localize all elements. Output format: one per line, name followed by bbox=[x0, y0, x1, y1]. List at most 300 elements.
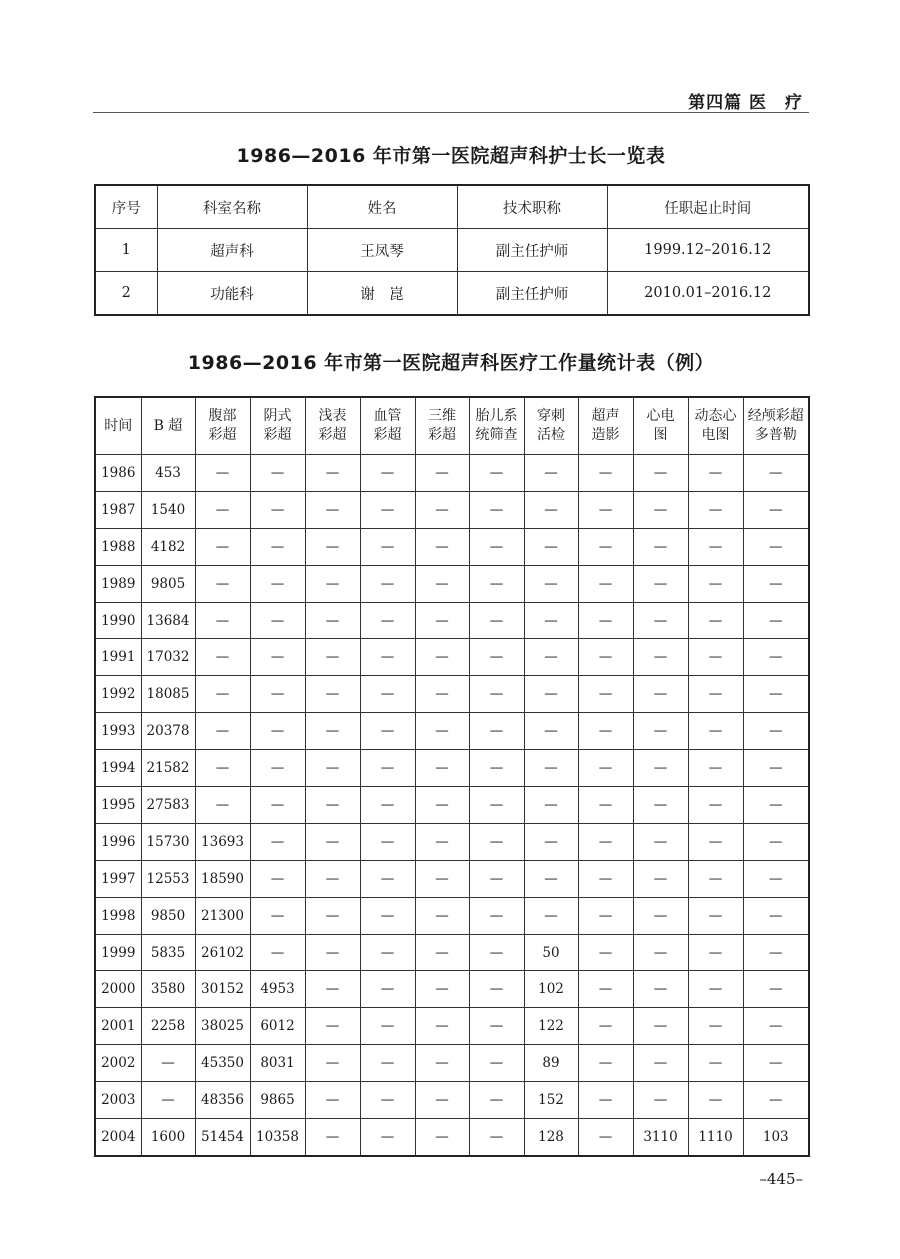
table2-row bbox=[95, 934, 809, 971]
count-cell: 48356 bbox=[195, 1082, 250, 1119]
count-cell: 152 bbox=[524, 1082, 578, 1119]
count-cell: — bbox=[743, 491, 809, 528]
count-cell: — bbox=[360, 750, 415, 787]
table2-header-cell bbox=[250, 397, 305, 455]
count-cell: — bbox=[415, 1045, 469, 1082]
count-cell: — bbox=[250, 639, 305, 676]
year-cell: 1989 bbox=[95, 565, 141, 602]
table2-header-cell bbox=[743, 397, 809, 455]
table2-row bbox=[95, 565, 809, 602]
count-cell: — bbox=[743, 860, 809, 897]
table1-cell: 功能科 bbox=[157, 272, 307, 316]
count-cell: — bbox=[415, 750, 469, 787]
count-cell: — bbox=[578, 860, 633, 897]
count-cell: — bbox=[633, 787, 688, 824]
count-cell: — bbox=[305, 676, 360, 713]
count-cell: — bbox=[305, 823, 360, 860]
count-cell: — bbox=[743, 1008, 809, 1045]
count-cell: — bbox=[688, 602, 743, 639]
count-cell: — bbox=[469, 897, 524, 934]
count-cell: — bbox=[633, 823, 688, 860]
count-cell: — bbox=[195, 455, 250, 492]
table2-header-cell bbox=[360, 397, 415, 455]
count-cell: — bbox=[743, 971, 809, 1008]
count-cell: — bbox=[250, 934, 305, 971]
table2-row bbox=[95, 676, 809, 713]
table2-header-line: 彩超 bbox=[208, 427, 237, 443]
count-cell: — bbox=[195, 602, 250, 639]
table2-header-line: 经颅彩超 bbox=[747, 408, 804, 424]
count-cell: 38025 bbox=[195, 1008, 250, 1045]
count-cell: — bbox=[360, 1119, 415, 1156]
table2-header-line: 动态心 bbox=[694, 408, 737, 424]
table2-header-line: B 超 bbox=[153, 417, 183, 434]
count-cell: — bbox=[469, 455, 524, 492]
count-cell: — bbox=[743, 602, 809, 639]
table2-row bbox=[95, 860, 809, 897]
count-cell: — bbox=[360, 1082, 415, 1119]
count-cell: — bbox=[250, 713, 305, 750]
table2-row bbox=[95, 639, 809, 676]
count-cell: — bbox=[578, 971, 633, 1008]
count-cell: — bbox=[578, 1119, 633, 1156]
count-cell: 30152 bbox=[195, 971, 250, 1008]
table2-header-line: 血管 bbox=[373, 408, 402, 424]
table2-header-row bbox=[95, 397, 809, 455]
table2-header-cell bbox=[469, 397, 524, 455]
table2-row bbox=[95, 602, 809, 639]
count-cell: — bbox=[360, 565, 415, 602]
count-cell: — bbox=[524, 676, 578, 713]
count-cell: — bbox=[469, 565, 524, 602]
table1-title: 1986—2016 年市第一医院超声科护士长一览表 bbox=[236, 145, 666, 167]
count-cell: — bbox=[360, 823, 415, 860]
count-cell: — bbox=[469, 971, 524, 1008]
count-cell: — bbox=[578, 565, 633, 602]
table1-cell: 超声科 bbox=[157, 229, 307, 272]
count-cell: — bbox=[633, 528, 688, 565]
count-cell: — bbox=[305, 639, 360, 676]
count-cell: 13693 bbox=[195, 823, 250, 860]
count-cell: — bbox=[415, 565, 469, 602]
count-cell: — bbox=[415, 787, 469, 824]
table1-cell: 副主任护师 bbox=[457, 229, 607, 272]
count-cell: 21300 bbox=[195, 897, 250, 934]
count-cell: — bbox=[195, 676, 250, 713]
count-cell: 5835 bbox=[141, 934, 195, 971]
count-cell: 1110 bbox=[688, 1119, 743, 1156]
running-header bbox=[93, 78, 809, 113]
count-cell: — bbox=[578, 455, 633, 492]
table1-cell: 王凤琴 bbox=[307, 229, 457, 272]
table2-row bbox=[95, 1082, 809, 1119]
table1-row bbox=[95, 229, 809, 272]
table2-row bbox=[95, 713, 809, 750]
table2-row bbox=[95, 750, 809, 787]
count-cell: 102 bbox=[524, 971, 578, 1008]
count-cell: — bbox=[578, 713, 633, 750]
count-cell: — bbox=[688, 897, 743, 934]
count-cell: — bbox=[415, 639, 469, 676]
count-cell: — bbox=[305, 1119, 360, 1156]
count-cell: — bbox=[305, 491, 360, 528]
table1-cell: 谢 崑 bbox=[307, 272, 457, 316]
count-cell: — bbox=[195, 491, 250, 528]
count-cell: — bbox=[633, 565, 688, 602]
count-cell: — bbox=[688, 455, 743, 492]
count-cell: 3580 bbox=[141, 971, 195, 1008]
count-cell: 4182 bbox=[141, 528, 195, 565]
count-cell: 13684 bbox=[141, 602, 195, 639]
table2-header-line: 三维 bbox=[428, 408, 456, 424]
count-cell: — bbox=[743, 528, 809, 565]
count-cell: — bbox=[633, 713, 688, 750]
count-cell: — bbox=[633, 602, 688, 639]
count-cell: — bbox=[743, 1082, 809, 1119]
count-cell: 21582 bbox=[141, 750, 195, 787]
count-cell: — bbox=[305, 934, 360, 971]
count-cell: 15730 bbox=[141, 823, 195, 860]
table1-row bbox=[95, 272, 809, 316]
year-cell: 1996 bbox=[95, 823, 141, 860]
table2-header-line: 造影 bbox=[591, 427, 620, 443]
count-cell: — bbox=[469, 823, 524, 860]
table2-header-cell bbox=[305, 397, 360, 455]
count-cell: — bbox=[524, 602, 578, 639]
count-cell: 26102 bbox=[195, 934, 250, 971]
count-cell: — bbox=[524, 528, 578, 565]
count-cell: — bbox=[743, 787, 809, 824]
count-cell: — bbox=[688, 1008, 743, 1045]
count-cell: — bbox=[578, 639, 633, 676]
count-cell: — bbox=[688, 934, 743, 971]
count-cell: — bbox=[633, 971, 688, 1008]
count-cell: — bbox=[688, 565, 743, 602]
count-cell: — bbox=[578, 1045, 633, 1082]
year-cell: 1999 bbox=[95, 934, 141, 971]
table2-header-line: 心电 bbox=[646, 408, 675, 424]
table2-title: 1986—2016 年市第一医院超声科医疗工作量统计表（例） bbox=[187, 352, 715, 374]
count-cell: — bbox=[305, 750, 360, 787]
count-cell: — bbox=[524, 491, 578, 528]
count-cell: 50 bbox=[524, 934, 578, 971]
year-cell: 2002 bbox=[95, 1045, 141, 1082]
count-cell: — bbox=[633, 1082, 688, 1119]
count-cell: — bbox=[688, 491, 743, 528]
table1-cell: 2010.01–2016.12 bbox=[607, 272, 809, 316]
table1-cell: 2 bbox=[95, 272, 157, 316]
table2-header-line: 浅表 bbox=[318, 408, 347, 424]
count-cell: — bbox=[195, 639, 250, 676]
count-cell: — bbox=[250, 565, 305, 602]
count-cell: — bbox=[360, 602, 415, 639]
count-cell: — bbox=[578, 823, 633, 860]
table1-header-cell: 姓名 bbox=[307, 185, 457, 229]
count-cell: — bbox=[524, 455, 578, 492]
count-cell: — bbox=[578, 491, 633, 528]
count-cell: — bbox=[305, 1045, 360, 1082]
count-cell: — bbox=[688, 750, 743, 787]
count-cell: — bbox=[524, 787, 578, 824]
table2-row bbox=[95, 971, 809, 1008]
count-cell: — bbox=[578, 528, 633, 565]
count-cell: — bbox=[578, 750, 633, 787]
table2-header-line: 电图 bbox=[701, 427, 730, 443]
count-cell: — bbox=[743, 676, 809, 713]
count-cell: — bbox=[469, 676, 524, 713]
count-cell: 4953 bbox=[250, 971, 305, 1008]
page-number: –445– bbox=[759, 1170, 803, 1188]
year-cell: 1997 bbox=[95, 860, 141, 897]
count-cell: 453 bbox=[141, 455, 195, 492]
count-cell: — bbox=[195, 713, 250, 750]
table2-row bbox=[95, 823, 809, 860]
count-cell: — bbox=[360, 676, 415, 713]
count-cell: — bbox=[578, 787, 633, 824]
table2-header-line: 时间 bbox=[104, 417, 133, 434]
table2-header-line: 多普勒 bbox=[754, 427, 797, 443]
count-cell: — bbox=[250, 897, 305, 934]
count-cell: 122 bbox=[524, 1008, 578, 1045]
count-cell: — bbox=[633, 860, 688, 897]
count-cell: — bbox=[633, 897, 688, 934]
head-nurse-table bbox=[94, 184, 810, 316]
count-cell: — bbox=[743, 455, 809, 492]
count-cell: — bbox=[250, 823, 305, 860]
count-cell: — bbox=[415, 860, 469, 897]
count-cell: — bbox=[250, 750, 305, 787]
count-cell: 20378 bbox=[141, 713, 195, 750]
count-cell: 89 bbox=[524, 1045, 578, 1082]
year-cell: 1995 bbox=[95, 787, 141, 824]
count-cell: — bbox=[633, 1008, 688, 1045]
count-cell: 103 bbox=[743, 1119, 809, 1156]
count-cell: — bbox=[524, 565, 578, 602]
count-cell: — bbox=[360, 934, 415, 971]
count-cell: — bbox=[305, 787, 360, 824]
table2-header-line: 彩超 bbox=[263, 427, 292, 443]
count-cell: — bbox=[469, 602, 524, 639]
year-cell: 1993 bbox=[95, 713, 141, 750]
count-cell: 12553 bbox=[141, 860, 195, 897]
table2-header-line: 腹部 bbox=[208, 408, 237, 424]
table2-header-cell bbox=[195, 397, 250, 455]
count-cell: — bbox=[469, 787, 524, 824]
count-cell: 27583 bbox=[141, 787, 195, 824]
count-cell: — bbox=[524, 897, 578, 934]
year-cell: 2001 bbox=[95, 1008, 141, 1045]
table2-header-cell bbox=[95, 397, 141, 455]
count-cell: — bbox=[578, 897, 633, 934]
count-cell: — bbox=[141, 1045, 195, 1082]
count-cell: — bbox=[250, 602, 305, 639]
count-cell: — bbox=[415, 602, 469, 639]
count-cell: — bbox=[305, 565, 360, 602]
table2-row bbox=[95, 455, 809, 492]
count-cell: — bbox=[743, 823, 809, 860]
count-cell: 9805 bbox=[141, 565, 195, 602]
count-cell: — bbox=[250, 860, 305, 897]
count-cell: — bbox=[469, 1119, 524, 1156]
count-cell: — bbox=[415, 528, 469, 565]
count-cell: — bbox=[469, 860, 524, 897]
count-cell: — bbox=[415, 823, 469, 860]
table2-header-line: 彩超 bbox=[318, 427, 347, 443]
count-cell: — bbox=[305, 897, 360, 934]
count-cell: — bbox=[743, 713, 809, 750]
count-cell: 8031 bbox=[250, 1045, 305, 1082]
table2-row bbox=[95, 1045, 809, 1082]
count-cell: — bbox=[688, 713, 743, 750]
table2-header-cell bbox=[688, 397, 743, 455]
count-cell: — bbox=[360, 491, 415, 528]
count-cell: — bbox=[688, 823, 743, 860]
count-cell: 18085 bbox=[141, 676, 195, 713]
count-cell: — bbox=[469, 1082, 524, 1119]
count-cell: — bbox=[688, 1045, 743, 1082]
count-cell: — bbox=[415, 713, 469, 750]
count-cell: — bbox=[633, 639, 688, 676]
table1-cell: 1 bbox=[95, 229, 157, 272]
table2-row bbox=[95, 897, 809, 934]
table2-header-cell bbox=[633, 397, 688, 455]
table2-header-line: 活检 bbox=[537, 427, 565, 443]
count-cell: — bbox=[688, 528, 743, 565]
table2-header-line: 图 bbox=[653, 427, 668, 443]
count-cell: 6012 bbox=[250, 1008, 305, 1045]
table2-row bbox=[95, 1119, 809, 1156]
count-cell: — bbox=[360, 528, 415, 565]
count-cell: — bbox=[250, 676, 305, 713]
table1-header-cell: 技术职称 bbox=[457, 185, 607, 229]
count-cell: — bbox=[360, 455, 415, 492]
table2-header-line: 胎儿系 bbox=[475, 408, 518, 424]
count-cell: — bbox=[305, 528, 360, 565]
year-cell: 1998 bbox=[95, 897, 141, 934]
year-cell: 1992 bbox=[95, 676, 141, 713]
count-cell: — bbox=[743, 934, 809, 971]
table1-header-cell: 序号 bbox=[95, 185, 157, 229]
workload-table bbox=[94, 396, 810, 1157]
count-cell: — bbox=[633, 491, 688, 528]
count-cell: — bbox=[415, 491, 469, 528]
count-cell: — bbox=[469, 934, 524, 971]
table2-header-cell bbox=[524, 397, 578, 455]
count-cell: — bbox=[415, 676, 469, 713]
count-cell: — bbox=[360, 1045, 415, 1082]
count-cell: 1600 bbox=[141, 1119, 195, 1156]
count-cell: — bbox=[469, 639, 524, 676]
table2-header-line: 超声 bbox=[591, 408, 620, 424]
count-cell: — bbox=[305, 602, 360, 639]
count-cell: — bbox=[469, 750, 524, 787]
count-cell: — bbox=[469, 528, 524, 565]
table1-header-row bbox=[95, 185, 809, 229]
count-cell: — bbox=[305, 455, 360, 492]
table2-header-line: 穿刺 bbox=[537, 408, 565, 424]
chapter-header-text: 第四篇 医 疗 bbox=[688, 93, 803, 113]
count-cell: — bbox=[633, 934, 688, 971]
count-cell: — bbox=[360, 787, 415, 824]
count-cell: 18590 bbox=[195, 860, 250, 897]
count-cell: — bbox=[195, 787, 250, 824]
count-cell: — bbox=[415, 897, 469, 934]
count-cell: 10358 bbox=[250, 1119, 305, 1156]
count-cell: — bbox=[415, 455, 469, 492]
count-cell: — bbox=[633, 1045, 688, 1082]
count-cell: — bbox=[633, 750, 688, 787]
count-cell: — bbox=[250, 455, 305, 492]
year-cell: 1990 bbox=[95, 602, 141, 639]
year-cell: 2003 bbox=[95, 1082, 141, 1119]
count-cell: — bbox=[524, 750, 578, 787]
count-cell: — bbox=[415, 1119, 469, 1156]
year-cell: 1988 bbox=[95, 528, 141, 565]
table2-row bbox=[95, 491, 809, 528]
year-cell: 1987 bbox=[95, 491, 141, 528]
table2-header-line: 阴式 bbox=[263, 408, 292, 424]
count-cell: — bbox=[360, 971, 415, 1008]
count-cell: — bbox=[469, 491, 524, 528]
count-cell: — bbox=[688, 971, 743, 1008]
table1-header-cell: 科室名称 bbox=[157, 185, 307, 229]
count-cell: — bbox=[578, 1008, 633, 1045]
count-cell: — bbox=[469, 1045, 524, 1082]
count-cell: — bbox=[688, 676, 743, 713]
count-cell: — bbox=[195, 565, 250, 602]
table1-header-cell: 任职起止时间 bbox=[607, 185, 809, 229]
year-cell: 2004 bbox=[95, 1119, 141, 1156]
count-cell: — bbox=[360, 639, 415, 676]
count-cell: 9850 bbox=[141, 897, 195, 934]
count-cell: — bbox=[305, 971, 360, 1008]
table2-header-line: 彩超 bbox=[373, 427, 402, 443]
count-cell: — bbox=[250, 528, 305, 565]
count-cell: — bbox=[415, 934, 469, 971]
count-cell: — bbox=[743, 565, 809, 602]
count-cell: — bbox=[524, 860, 578, 897]
year-cell: 2000 bbox=[95, 971, 141, 1008]
count-cell: — bbox=[469, 713, 524, 750]
year-cell: 1986 bbox=[95, 455, 141, 492]
table2-row bbox=[95, 787, 809, 824]
table1-cell: 1999.12–2016.12 bbox=[607, 229, 809, 272]
count-cell: — bbox=[250, 787, 305, 824]
count-cell: — bbox=[743, 897, 809, 934]
count-cell: — bbox=[688, 639, 743, 676]
table2-header-cell bbox=[415, 397, 469, 455]
count-cell: — bbox=[360, 897, 415, 934]
count-cell: 17032 bbox=[141, 639, 195, 676]
count-cell: 2258 bbox=[141, 1008, 195, 1045]
count-cell: — bbox=[305, 713, 360, 750]
table2-row bbox=[95, 528, 809, 565]
count-cell: — bbox=[250, 491, 305, 528]
count-cell: — bbox=[305, 860, 360, 897]
count-cell: — bbox=[524, 639, 578, 676]
year-cell: 1994 bbox=[95, 750, 141, 787]
count-cell: — bbox=[305, 1008, 360, 1045]
count-cell: — bbox=[360, 713, 415, 750]
count-cell: — bbox=[195, 528, 250, 565]
count-cell: 1540 bbox=[141, 491, 195, 528]
count-cell: — bbox=[141, 1082, 195, 1119]
count-cell: — bbox=[415, 1082, 469, 1119]
count-cell: — bbox=[195, 750, 250, 787]
count-cell: — bbox=[415, 971, 469, 1008]
count-cell: — bbox=[469, 1008, 524, 1045]
count-cell: 51454 bbox=[195, 1119, 250, 1156]
